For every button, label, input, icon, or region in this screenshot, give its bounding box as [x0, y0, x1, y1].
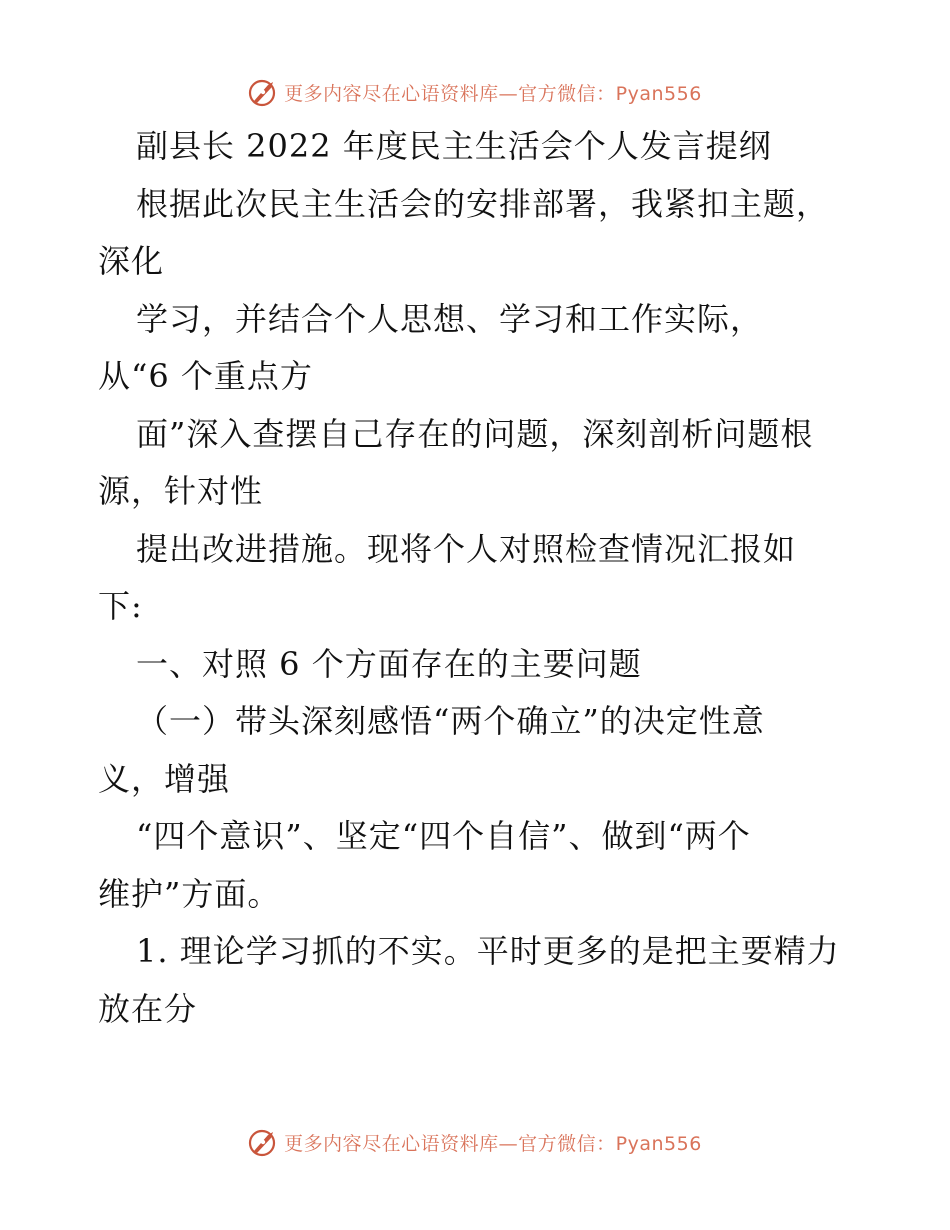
- paragraph-line: 义，增强: [98, 759, 231, 798]
- pen-nib-logo-icon: [248, 77, 278, 107]
- paragraph-line: “四个意识”、坚定“四个自信”、做到“两个: [136, 817, 751, 855]
- paragraph-line: 下:: [98, 587, 143, 625]
- subsection-heading: （一）带头深刻感悟“两个确立”的决定性意: [136, 702, 765, 740]
- paragraph-line: 提出改进措施。现将个人对照检查情况汇报如: [136, 529, 797, 568]
- document-title: 副县长 2022 年度民主生活会个人发言提纲: [136, 127, 772, 165]
- paragraph-line: 面”深入查摆自己存在的问题，深刻剖析问题根: [136, 414, 814, 453]
- paragraph-line: 维护”方面。: [98, 874, 281, 913]
- section-heading: 一、对照 6 个方面存在的主要问题: [136, 644, 642, 683]
- document-body: [98, 118, 858, 1038]
- footer-watermark: [0, 1122, 950, 1162]
- paragraph-line: 放在分: [98, 989, 198, 1028]
- watermark-text: 更多内容尽在心语资料库—官方微信：Pyan556: [284, 82, 702, 105]
- paragraph-line: 1. 理论学习抓的不实。平时更多的是把主要精力: [136, 932, 840, 970]
- paragraph-line: 根据此次民主生活会的安排部署，我紧扣主题，: [136, 184, 830, 223]
- paragraph-line: 源，针对性: [98, 472, 264, 510]
- paragraph-line: 从“6 个重点方: [98, 357, 313, 395]
- header-watermark: [0, 72, 950, 112]
- watermark-text: 更多内容尽在心语资料库—官方微信：Pyan556: [284, 1132, 702, 1155]
- paragraph-line: 深化: [98, 242, 165, 280]
- paragraph-line: 学习，并结合个人思想、学习和工作实际，: [136, 299, 764, 338]
- pen-nib-logo-icon: [248, 1127, 278, 1157]
